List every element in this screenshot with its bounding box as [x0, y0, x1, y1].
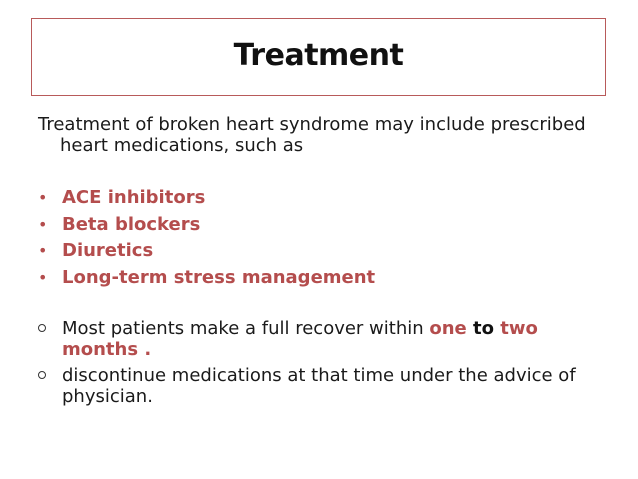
list-item — [38, 239, 375, 266]
circle-bullet-icon — [38, 324, 46, 332]
bullet-text: Diuretics — [62, 240, 154, 261]
highlight-one: one — [429, 318, 467, 339]
intro-line-2: heart medications, such as — [60, 135, 304, 156]
bullet-icon: • — [38, 241, 48, 260]
list-item — [38, 318, 618, 360]
circle-bullet-icon — [38, 371, 46, 379]
bullet-text: ACE inhibitors — [62, 187, 206, 208]
bullet-icon: • — [38, 188, 48, 207]
point-2-line-2: physician. — [62, 386, 153, 407]
bullet-icon: • — [38, 214, 48, 234]
list-item — [38, 213, 375, 240]
point-1-line-2: months . — [62, 339, 152, 360]
list-item — [38, 186, 375, 213]
connector-to: to — [466, 318, 501, 339]
medication-list — [38, 186, 375, 292]
point-2-line-1: discontinue medications at that time under the advice of — [62, 365, 576, 386]
title-box — [31, 18, 606, 96]
intro-line-1: Treatment of broken heart syndrome may include prescribed — [38, 114, 586, 135]
list-item — [38, 266, 375, 293]
notes-list — [38, 318, 618, 412]
point-1-text: Most patients make a full recover within — [62, 318, 430, 339]
point-1-line-1 — [62, 318, 618, 339]
bullet-icon: • — [38, 267, 48, 287]
list-item — [38, 365, 618, 407]
intro-paragraph — [38, 114, 618, 156]
bullet-text: Long-term stress management — [62, 266, 376, 288]
bullet-text: Beta blockers — [62, 213, 201, 235]
highlight-two: two — [500, 318, 538, 339]
slide-title: Treatment — [233, 37, 404, 73]
